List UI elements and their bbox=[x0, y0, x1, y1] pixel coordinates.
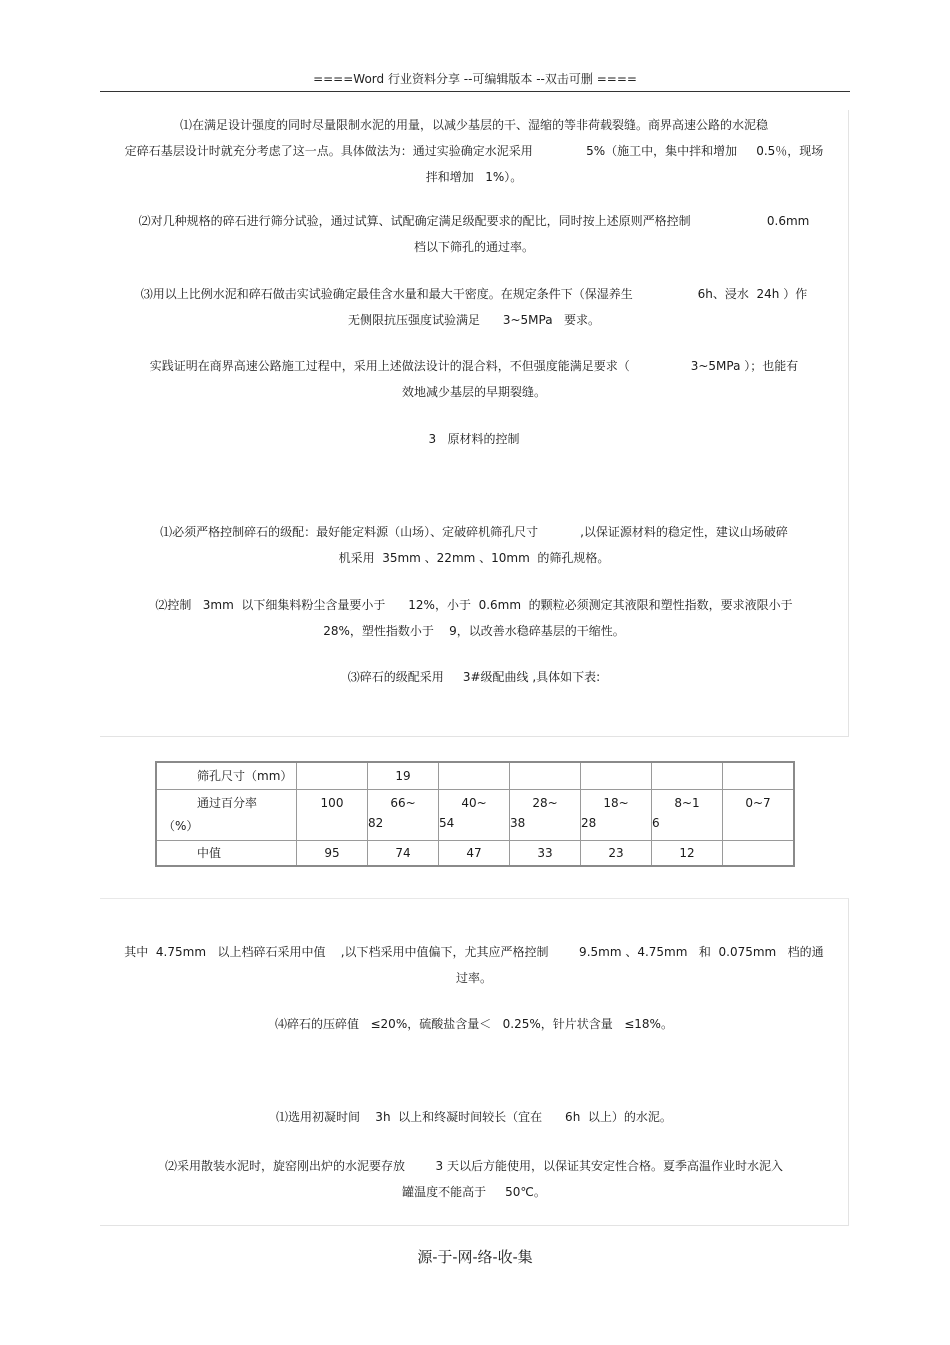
paragraph-practice-line2: 效地减少基层的早期裂缝。 bbox=[401, 385, 546, 399]
table-cell: 47 bbox=[439, 841, 510, 867]
table-row-label bbox=[156, 790, 297, 841]
table-cell bbox=[723, 762, 795, 790]
table-cell: 12 bbox=[652, 841, 723, 867]
paragraph-bulk-cement-line1: ⑵采用散装水泥时，旋窑刚出炉的水泥要存放 3 天以后方能使用，以保证其安定性合格。夏季高温作业时水泥入 bbox=[165, 1159, 783, 1173]
paragraph-gradation-line2: 机采用 35mm 、22mm 、10mm 的筛孔规格。 bbox=[338, 551, 610, 565]
paragraph-bulk-cement-line2: 罐温度不能高于 50℃。 bbox=[402, 1185, 546, 1199]
paragraph-cement-dosage-line2: 定碎石基层设计时就充分考虑了这一点。具体做法为：通过实验确定水泥采用 5%（施工中，集中拌和增加 0.5％，现场 bbox=[124, 144, 824, 158]
table-row-label bbox=[156, 841, 297, 867]
page-footer: 源-于-网-络-收-集 bbox=[417, 1248, 533, 1266]
table-cell: 23 bbox=[581, 841, 652, 867]
paragraph-dust-line1: ⑵控制 3mm 以下细集料粉尘含量要小于 12%，小于 0.6mm 的颗粒必须测定其液限和塑性指数，要求液限小于 bbox=[155, 598, 793, 612]
header-rule bbox=[100, 91, 850, 92]
table-row-label bbox=[156, 762, 297, 790]
passing-percent-unit: （%） bbox=[163, 819, 199, 833]
paragraph-gradation-control-line2: 过率。 bbox=[455, 971, 492, 985]
paragraph-sieve-test-line1: ⑵对几种规格的碎石进行筛分试验，通过试算、试配确定满足级配要求的配比，同时按上述原则严格控制 0.6mm bbox=[138, 214, 810, 228]
page-header: ====Word 行业资料分享 --可编辑版本 --双击可删 ==== bbox=[313, 72, 637, 86]
section-title-materials: 3 原材料的控制 bbox=[428, 432, 520, 446]
table-cell: 19 bbox=[368, 762, 439, 790]
table-cell: 66~ 82 bbox=[368, 790, 439, 841]
table-cell: 40~ 54 bbox=[439, 790, 510, 841]
table-cell: 100 bbox=[297, 790, 368, 841]
paragraph-cement-dosage-line1: ⑴在满足设计强度的同时尽量限制水泥的用量，以减少基层的干、湿缩的等非荷载裂缝。商界高速公路的水泥稳 bbox=[179, 118, 768, 132]
table-cell: 28~ 38 bbox=[510, 790, 581, 841]
paragraph-compaction-line2: 无侧限抗压强度试验满足 3~5MPa 要求。 bbox=[347, 313, 601, 327]
table-cell: 95 bbox=[297, 841, 368, 867]
table-cell bbox=[439, 762, 510, 790]
content-panel-upper bbox=[100, 110, 849, 737]
table-cell: 74 bbox=[368, 841, 439, 867]
median-label: 中值 bbox=[197, 846, 222, 860]
paragraph-sieve-test-line2: 档以下筛孔的通过率。 bbox=[413, 240, 534, 254]
paragraph-cement-setting-time: ⑴选用初凝时间 3h 以上和终凝时间较长（宜在 6h 以上）的水泥。 bbox=[276, 1110, 672, 1124]
table-cell: 0~7 bbox=[723, 790, 795, 841]
paragraph-compaction-line1: ⑶用以上比例水泥和碎石做击实试验确定最佳含水量和最大干密度。在规定条件下（保湿养生 6h、浸水 24h ）作 bbox=[140, 287, 808, 301]
paragraph-gradation-line1: ⑴必须严格控制碎石的级配：最好能定料源（山场）、定破碎机筛孔尺寸 ,以保证源材料的稳定性，建议山场破碎 bbox=[160, 525, 788, 539]
paragraph-practice-line1: 实践证明在商界高速公路施工过程中，采用上述做法设计的混合料，不但强度能满足要求（ 3~5MPa ）；也能有 bbox=[149, 359, 799, 373]
gradation-table bbox=[155, 761, 795, 867]
paragraph-dust-line2: 28%，塑性指数小于 9，以改善水稳碎基层的干缩性。 bbox=[323, 624, 625, 638]
table-cell: 33 bbox=[510, 841, 581, 867]
content-panel-lower bbox=[100, 898, 849, 1226]
table-row-passing-percent bbox=[156, 790, 794, 841]
paragraph-crushing-value: ⑷碎石的压碎值 ≤20%，硫酸盐含量＜ 0.25%，针片状含量 ≤18%。 bbox=[275, 1017, 673, 1031]
sieve-size-label: 筛孔尺寸（mm） bbox=[197, 769, 293, 783]
table-cell bbox=[652, 762, 723, 790]
table-cell bbox=[581, 762, 652, 790]
table-cell bbox=[297, 762, 368, 790]
table-cell bbox=[510, 762, 581, 790]
paragraph-cement-dosage-line3: 拌和增加 1%）。 bbox=[425, 170, 523, 184]
table-row-median bbox=[156, 841, 794, 867]
table-cell bbox=[723, 841, 795, 867]
table-cell: 8~1 6 bbox=[652, 790, 723, 841]
passing-percent-label: 通过百分率 bbox=[197, 796, 258, 810]
paragraph-gradation-curve: ⑶碎石的级配采用 3#级配曲线 ,具体如下表: bbox=[347, 670, 601, 684]
paragraph-gradation-control-line1: 其中 4.75mm 以上档碎石采用中值 ,以下档采用中值偏下，尤其应严格控制 9.5mm 、4.75mm 和 0.075mm 档的通 bbox=[124, 945, 824, 959]
table-cell: 18~ 28 bbox=[581, 790, 652, 841]
table-row-sieve-size bbox=[156, 762, 794, 790]
